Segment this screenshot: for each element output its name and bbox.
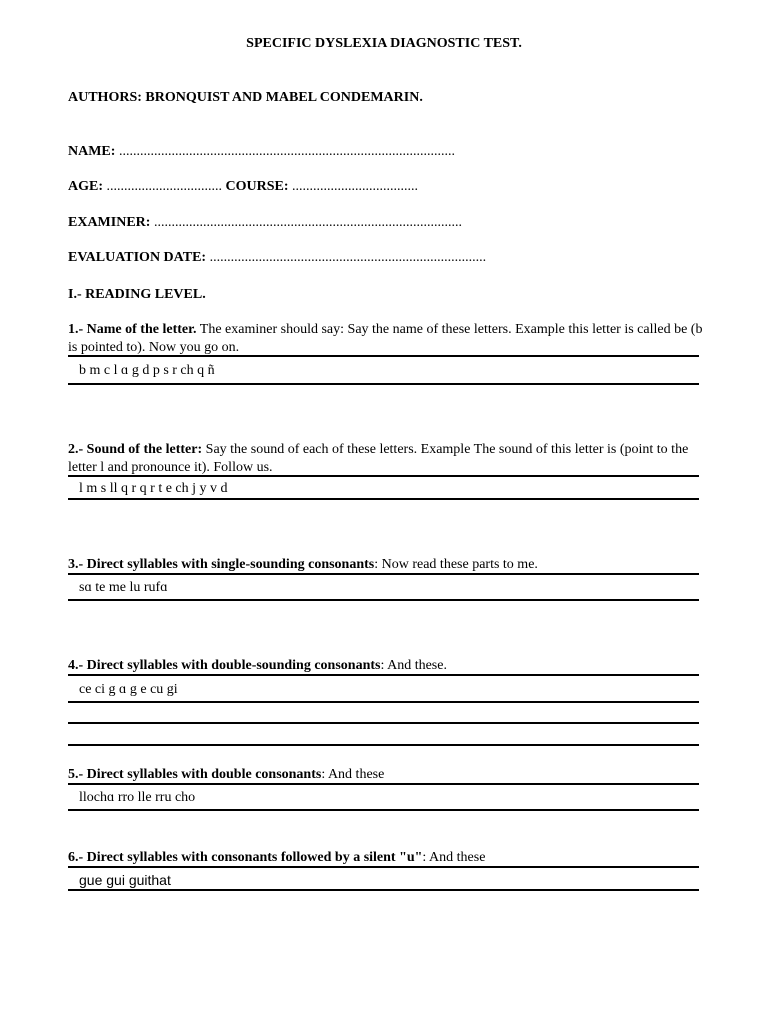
item-2-text: Say the sound of each of these letters. Example The sound of this letter is (point to the letter l and pronounce it). Follow us. (68, 442, 689, 475)
item-4-extra-rule-1 (68, 722, 699, 724)
item-1-instruction (68, 321, 708, 357)
item-1-content: b m c l ɑ g d p s r ch q ñ (79, 363, 215, 378)
item-5-content: llochɑ rro lle rru cho (79, 790, 196, 805)
examiner-label: EXAMINER: (68, 215, 151, 230)
item-6-instruction (68, 849, 708, 867)
page-title: SPECIFIC DYSLEXIA DIAGNOSTIC TEST. (246, 36, 522, 51)
item-2-title: 2.- Sound of the letter: (68, 442, 203, 457)
item-6-content: gue gui guithat (79, 872, 171, 888)
item-4-bottom-rule (68, 701, 699, 703)
item-5-instruction (68, 766, 708, 784)
item-3-content: sɑ te me lu rufɑ (79, 580, 168, 595)
item-6-title: 6.- Direct syllables with consonants followed by a silent "u" (68, 850, 423, 865)
authors-line: AUTHORS: BRONQUIST AND MABEL CONDEMARIN. (68, 90, 423, 105)
examiner-blank: ........................................................................................ (153, 215, 462, 230)
item-2-bottom-rule (68, 498, 699, 500)
item-4-instruction (68, 657, 708, 675)
item-4-extra-rule-2 (68, 744, 699, 746)
item-4-text: : And these. (380, 658, 447, 673)
examiner-field (68, 215, 462, 231)
name-blank: ................................................................................................ (118, 144, 455, 159)
item-2-instruction (68, 441, 708, 477)
item-3-title: 3.- Direct syllables with single-sounding consonants (68, 557, 375, 572)
date-label: EVALUATION DATE: (68, 250, 207, 265)
course-blank: .................................... (292, 179, 419, 194)
item-1-title: 1.- Name of the letter. (68, 322, 197, 337)
item-4-content: ce ci g ɑ g e cu gi (79, 682, 178, 697)
item-3-bottom-rule (68, 599, 699, 601)
item-1-text: The examiner should say: Say the name of these letters. Example this letter is called be (b is pointed to). Now you go on. (68, 322, 703, 355)
date-blank: ............................................................................... (209, 250, 487, 265)
course-label: COURSE: (225, 179, 289, 194)
item-3-instruction (68, 556, 708, 574)
name-field (68, 144, 455, 160)
item-6-bottom-rule (68, 889, 699, 891)
name-label: NAME: (68, 144, 116, 159)
section-heading: I.- READING LEVEL. (68, 287, 206, 302)
item-3-text: : Now read these parts to me. (374, 557, 538, 572)
item-2-top-rule (68, 475, 699, 477)
item-5-title: 5.- Direct syllables with double consonants (68, 767, 322, 782)
evaluation-date-field (68, 250, 486, 266)
item-5-text: : And these (321, 767, 385, 782)
item-1-bottom-rule (68, 383, 699, 385)
item-2-content: l m s ll q r q r t e ch j y v d (79, 481, 228, 496)
item-5-bottom-rule (68, 809, 699, 811)
item-6-text: : And these (422, 850, 486, 865)
item-5-top-rule (68, 783, 699, 785)
item-1-top-rule (68, 355, 699, 357)
item-3-top-rule (68, 573, 699, 575)
age-label: AGE: (68, 179, 103, 194)
item-4-top-rule (68, 674, 699, 676)
item-6-top-rule (68, 866, 699, 868)
age-blank: ................................. (106, 179, 222, 194)
item-4-title: 4.- Direct syllables with double-sounding consonants (68, 658, 381, 673)
age-course-field (68, 179, 418, 195)
